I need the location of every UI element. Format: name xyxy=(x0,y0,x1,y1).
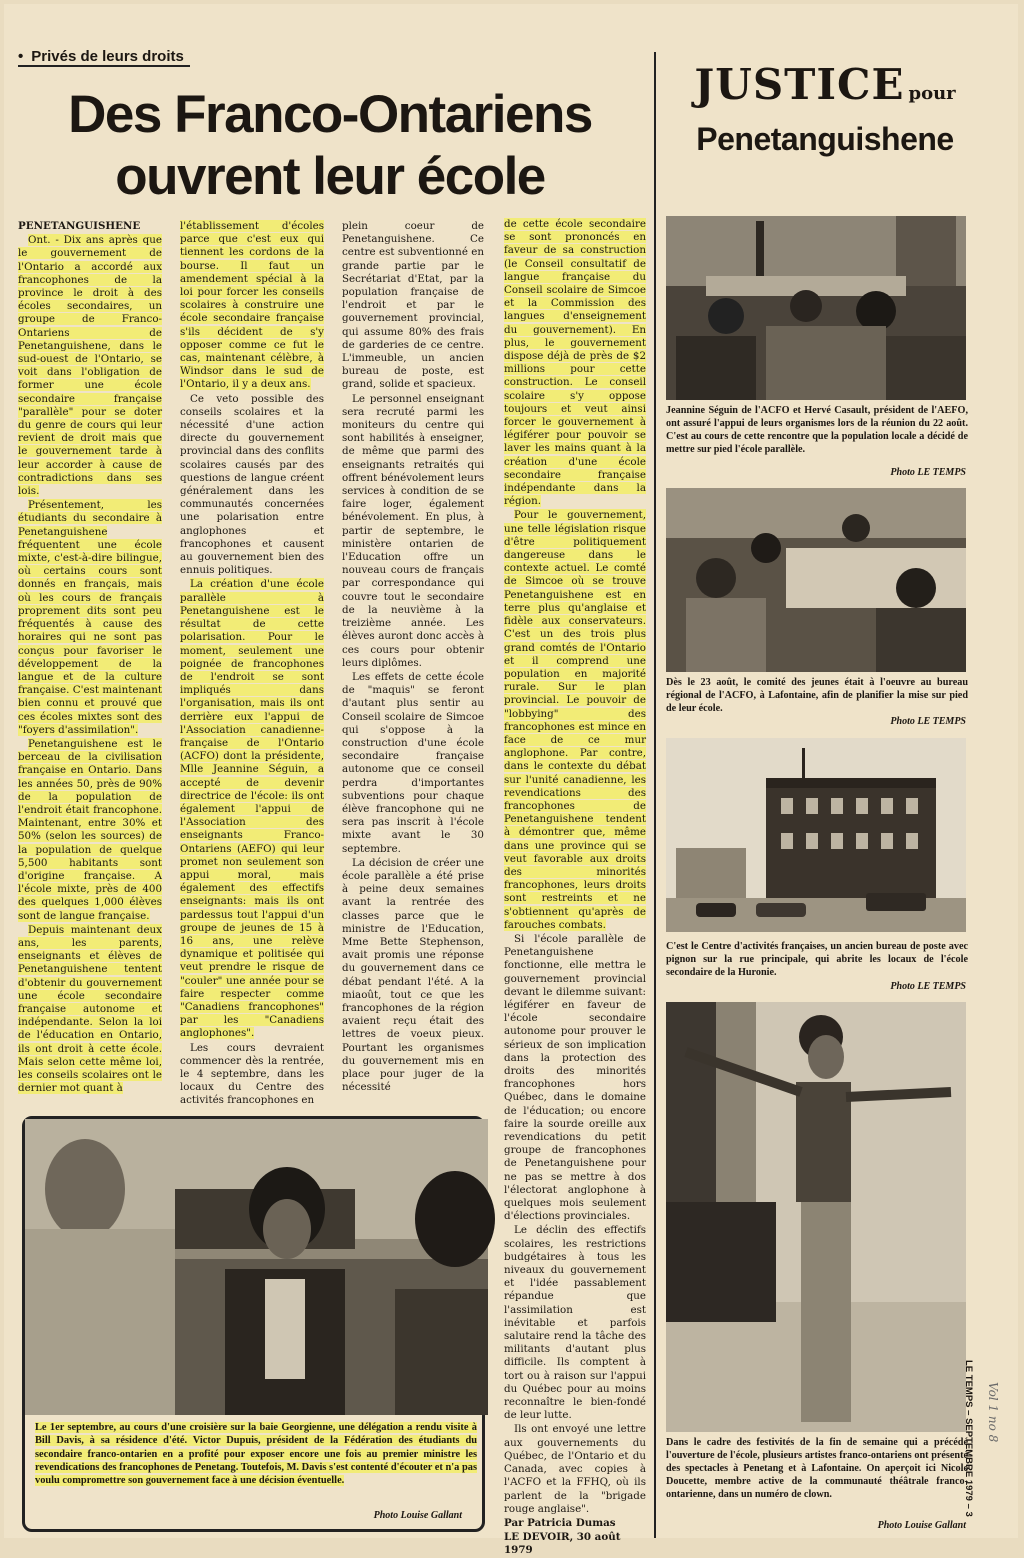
photo-performer xyxy=(666,1002,966,1432)
paragraph: La décision de créer une école parallèle a été prise à peine deux semaines avant la rentrée des classes parce que le ministre de l'Education, Mme Bette Stephenson, avait promis une réponse du gouvernement dans ce débat pendant l'été. A la miaoût, tout ce que les francophones de la région avaient reçu était des lettres de voeux pieux. Pourtant les organismes du gouvernement mis en place pour juger de la nécessité xyxy=(342,856,484,1094)
paragraph: Les effets de cette école de "maquis" se feront d'autant plus sentir au Conseil scolaire de Simcoe qui s'oppose à la construction d'une école secondaire française autonome que ce conseil perdra d'importantes subventions pour chaque élève francophone qui ne sera pas inscrit à l'école mixte avant le 30 septembre. xyxy=(342,670,484,855)
paragraph: Pour le gouvernement, une telle législation risque d'être politiquement dangereuse dans le contexte actuel. Le comté de Simcoe où se trouve Penetanguishene est en terre plus qu'anglaise et fidèle aux conservateurs. C'est un des trois plus grand comtés de l'Ontario et il comprend une population en majorité rurale. Sur le plan provincial. Le pouvoir de "lobbying" des francophones est mince en face de ce mur anglophone. Par contre, dans le contexte du débat sur l'unité canadienne, les revendications des francophones de Penetanguishene tendent à démontrer que, même dans une province qui se veut favorable aux droits des minorités francophones, leurs droits sont restreints et ne s'obtiennent qu'après de farouches combats. xyxy=(504,509,646,931)
photo-activity-centre xyxy=(666,738,966,932)
photo-youth-committee-caption: Dès le 23 août, le comité des jeunes était à l'oeuvre au bureau régional de l'ACFO, à Lafontaine, afin de planifier la mise sur pied de leur école. xyxy=(666,677,968,714)
paragraph: La création d'une école parallèle à Penetanguishene est le résultat de cette polarisation. Pour le moment, seulement une poignée de francophones de l'endroit se sont impliqués dans l'organisation, mais ils ont derrière eux l'appui de l'Association canadienne-française de l'Ontario (ACFO) dont la présidente, Mlle Jeannine Séguin, a accepté de devenir directrice de l'école: ils ont également l'appui de l'Association des enseignants Franco-Ontariens (AEFO) qui leur promet non seulement son appui moral, mais également des effectifs enseignants: mais ils ont pardessus tout l'appui d'un groupe de jeunes de 15 à 16 ans, une relève dynamique et politisée qui veut prendre le risque de "couler" une année pour se faire respecter comme "Canadiens francophones" par les "Canadiens anglophones". xyxy=(180,578,324,1040)
paragraph: Les cours devraient commencer dès la rentrée, le 4 septembre, dans les locaux du Centre des activités francophones en xyxy=(180,1041,324,1107)
main-photo-image xyxy=(25,1119,488,1415)
headline-line-1: Des Franco-Ontariens xyxy=(68,85,592,144)
photo-meeting xyxy=(666,216,966,400)
paragraph: Le personnel enseignant sera recruté parmi les moniteurs du centre qui sont habilités à enseigner, de même que parmi des enseignants retraités qui offrent bénévolement leurs services à condition de se faire loger, également bénévolement. En plus, à partir de septembre, le ministère ontarien de l'Education offre un nouveau cours de français par correspondance qui couvre tout le secondaire de la neuvième à la treizième année. Les élèves auront donc accès à ces cours pour obtenir leurs diplômes. xyxy=(342,392,484,669)
photo-youth-committee xyxy=(666,488,966,672)
photo-meeting-caption: Jeannine Séguin de l'ACFO et Hervé Casault, président de l'AEFO, ont assuré l'appui de leurs organismes lors de la réunion du 22 août. C'est au cours de cette rencontre que la population locale a décidé de mettre sur pied l'école parallèle. xyxy=(666,405,968,455)
dateline: PENETANGUISHENE xyxy=(18,220,141,232)
paragraph: Ils ont envoyé une lettre aux gouvernements du Québec, de l'Ontario et du Canada, avec copies à l'ACFO et la FFHQ, où ils parlent de la "brigade rouge anglaise". xyxy=(504,1423,646,1515)
photo-performer-image xyxy=(666,1002,966,1432)
paragraph: l'établissement d'écoles parce que c'est eux qui tiennent les cordons de la bourse. Il faut un amendement spécial à la loi pour forcer les conseils scolaires à construire une école secondaire française s'ils décident de s'y opposer comme ce fut le cas, maintenant célèbre, à Windsor dans le sud de l'Ontario, il y a deux ans. xyxy=(180,220,324,391)
paragraph: Depuis maintenant deux ans, les parents, enseignants et élèves de Penetanguishene tentent d'obtenir du gouvernement une école secondaire française autonome et indépendante. Selon la loi de l'éducation en Ontario, ils ont droit à cette école. Mais selon cette même loi, les conseils scolaires ont le dernier mot quant à xyxy=(18,923,162,1095)
sidebar-title-pour: pour xyxy=(908,83,956,104)
page-footer: LE TEMPS – SEPTEMBRE 1979 – 3 xyxy=(963,1360,974,1517)
article-column-1 xyxy=(18,220,162,1100)
byline-source: LE DEVOIR, 30 août 1979 xyxy=(504,1531,621,1557)
photo-performer-credit: Photo Louise Gallant xyxy=(877,1520,966,1531)
photo-performer-caption: Dans le cadre des festivités de la fin de semaine qui a précédé l'ouverture de l'école, plusieurs artistes franco-ontariens ont présenté des spectacles à Penetang et à Lafontaine. On aperçoit ici Nicole Doucette, membre active de la communauté théâtrale franco-ontarienne, dans un numéro de clown. xyxy=(666,1437,968,1500)
sidebar-title xyxy=(666,60,984,158)
kicker: • Privés de leurs droits xyxy=(18,48,190,67)
handwritten-note: Vol 1 no 8 xyxy=(986,1382,1000,1443)
paragraph: plein coeur de Penetanguishene. Ce centre est subventionné en grande partie par le Secrétariat d'Etat, par la population française de l'endroit et par le gouvernement provincial, qui assume 80% des frais de garderies de ce centre. L'immeuble, un ancien bureau de poste, est grand, solide et spacieux. xyxy=(342,220,484,391)
headline xyxy=(20,84,640,208)
article-column-2 xyxy=(180,220,324,1107)
article-column-4 xyxy=(504,218,646,1557)
main-photo-caption: Le 1er septembre, au cours d'une croisière sur la baie Georgienne, une délégation a rendu visite à Bill Davis, à sa résidence d'été. Victor Dupuis, président de la Fédération des étudiants du secondaire franco-ontarien en a profité pour exposer encore une fois au premier ministre les revendications des francophones de Penetang. Toutefois, M. Davis s'est contenté d'écouter et n'a pas voulu compromettre son gouvernement face à une décision éventuelle. xyxy=(35,1422,477,1487)
photo-activity-centre-image xyxy=(666,738,966,932)
bullet-icon: • xyxy=(18,48,24,65)
photo-meeting-image xyxy=(666,216,966,400)
photo-youth-committee-image xyxy=(666,488,966,672)
sidebar-title-place: Penetanguishene xyxy=(696,121,954,157)
paragraph: Penetanguishene est le berceau de la civilisation française en Ontario. Dans les années 50, près de 90% de la population de l'endroit était francophone. Maintenant, entre 30% et 50% (selon les sources) de la population de quelque 5,500 habitants sont d'origine française. A l'école mixte, près de 400 des quelques 1,000 élèves sont de langue française. xyxy=(18,737,162,922)
sidebar-title-justice: JUSTICE xyxy=(694,60,905,109)
byline-author: Par Patricia Dumas xyxy=(504,1516,616,1529)
photo-activity-centre-caption: C'est le Centre d'activités françaises, un ancien bureau de poste avec pignon sur la rue principale, qui abrite les locaux de l'école secondaire de la Huronie. xyxy=(666,941,968,978)
main-photo-box xyxy=(22,1116,485,1532)
main-photo xyxy=(25,1119,488,1415)
article-column-3 xyxy=(342,220,484,1100)
paragraph: Présentement, les étudiants du secondaire à Penetanguishene fréquentent une école mixte, c'est-à-dire bilingue, où certains cours sont donnés en français, mais où les cours de français proprement dits sont peu fréquentés à cause des horaires qui ne sont pas conçus pour favoriser le développement de la langue et de la culture française. C'est maintenant bien connu et prouvé que ces écoles mixtes sont des "foyers d'assimilation". xyxy=(18,499,162,736)
paragraph: Ce veto possible des conseils scolaires et la nécessité d'une action directe du gouvernement provincial dans des conflits scolaires causés par des questions de langue créent généralement dans les communautés concernées une polarisation entre anglophones et francophones et causent au gouvernement bien des ennuis politiques. xyxy=(180,392,324,577)
photo-activity-centre-credit: Photo LE TEMPS xyxy=(890,981,966,992)
photo-youth-committee-credit: Photo LE TEMPS xyxy=(890,716,966,727)
headline-line-2: ouvrent leur école xyxy=(115,147,545,206)
photo-meeting-credit: Photo LE TEMPS xyxy=(890,467,966,478)
paragraph: de cette école secondaire se sont prononcés en faveur de sa construction (le Conseil consultatif de langue française du Conseil scolaire de Simcoe et la Commission des langues d'enseignement du gouvernement). En plus, le gouvernement dispose déjà de près de $2 millions pour cette construction. Le conseil scolaire s'y oppose toujours et veut ainsi forcer le gouvernement à légiférer pour pouvoir se laver les mains quant à la création d'une école secondaire française indépendante dans la région. xyxy=(504,218,646,508)
column-divider xyxy=(654,52,656,1538)
paragraph: Ont. - Dix ans après que le gouvernement de l'Ontario a accordé aux francophones de la province le droit à des écoles secondaires, un groupe de Franco-Ontariens de Penetanguishene, dans le sud-ouest de l'Ontario, se voit dans l'obligation de former une école secondaire française "parallèle" pour se doter du genre de cours qui leur revient de droit mais que le gouvernement tarde à leur accorder à cause de contradictions dans ses lois. xyxy=(18,234,162,498)
main-photo-credit: Photo Louise Gallant xyxy=(373,1510,462,1521)
paragraph: Si l'école parallèle de Penetanguishene fonctionne, elle mettra le gouvernement provincial devant le dilemme suivant: légiférer en faveur de l'école secondaire autonome pour prouver le sérieux de son implication dans la protection des droits des minorités francophones hors Québec, dans le domaine de l'éducation; ou encore faire la sourde oreille aux revendications du petit groupe de francophones de Penetanguishene pour ne pas se mettre à dos l'électorat anglophone à quelques mois seulement d'élections provinciales. xyxy=(504,932,646,1223)
paragraph: Le déclin des effectifs scolaires, les restrictions budgétaires à tous les niveaux du gouvernement et l'idée passablement répandue que l'assimilation est inévitable et parfois salutaire rend la tâche des militants d'autant plus difficile. Ils comptent à tort ou à raison sur l'appui du Québec pour au moins reconnaître le bien-fondé de leur lutte. xyxy=(504,1224,646,1422)
